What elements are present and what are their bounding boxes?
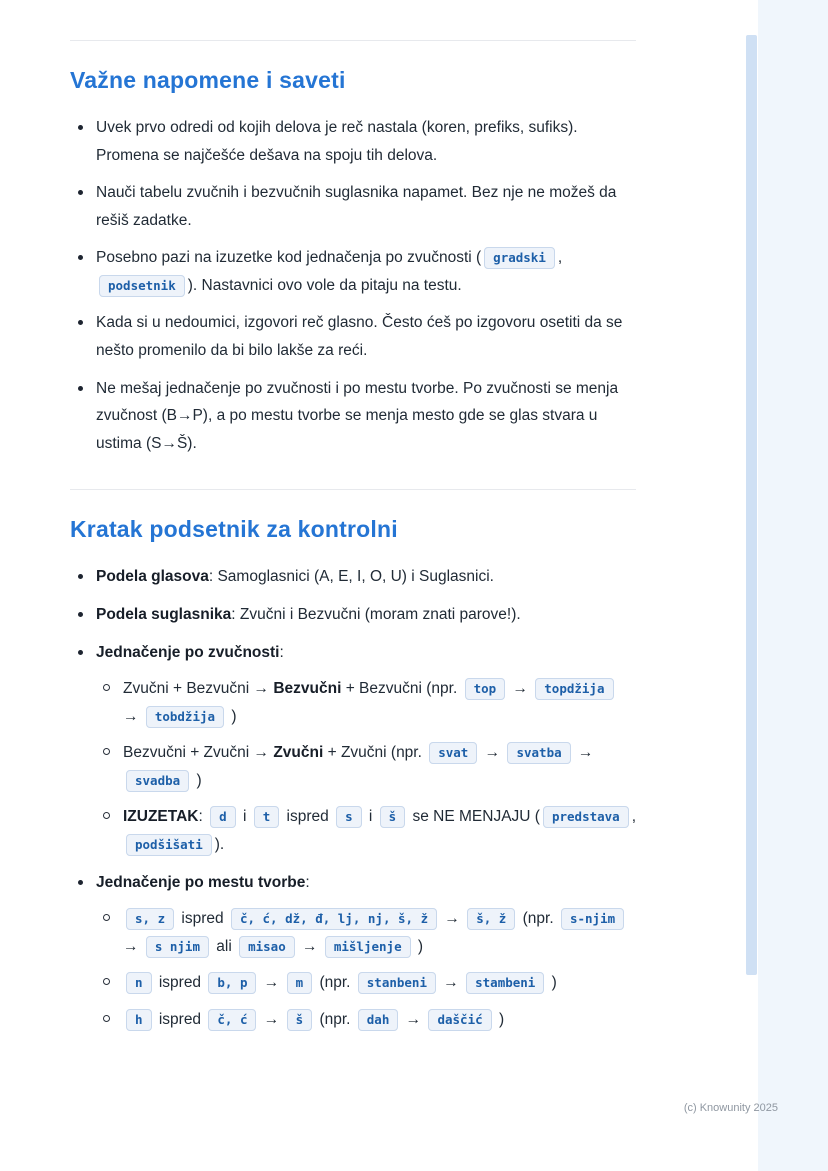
text-run: : — [305, 873, 310, 891]
inline-code-chip: s njim — [146, 936, 209, 958]
inline-code-chip: predstava — [543, 806, 629, 828]
text-run: → — [123, 707, 143, 725]
text-run: ) — [192, 771, 202, 789]
inline-code-chip: t — [254, 806, 280, 828]
text-run: ali — [211, 937, 237, 955]
section-kratak-podsetnik — [70, 516, 636, 1033]
text-run: , — [631, 808, 637, 826]
bold-text: Zvučni — [273, 744, 324, 762]
text-run: i — [364, 808, 377, 826]
footer-copyright: (c) Knowunity 2025 — [683, 1102, 778, 1114]
text-run: (npr. — [518, 910, 558, 928]
inline-code-chip: d — [210, 806, 236, 828]
sub-bullet-list — [96, 905, 636, 1033]
inline-code-chip: s — [336, 806, 362, 828]
inline-code-chip: š, ž — [467, 908, 515, 930]
text-run: ) — [547, 974, 557, 992]
text-run: + Zvučni (npr. — [323, 744, 427, 762]
inline-code-chip: dah — [358, 1009, 399, 1031]
inline-code-chip: gradski — [484, 247, 555, 269]
text-run: → — [439, 974, 464, 992]
section-title: Kratak podsetnik za kontrolni — [70, 516, 398, 543]
list-item — [70, 563, 636, 591]
inline-code-chip: š — [380, 806, 406, 828]
text-run: Kada si u nedoumici, izgovori reč glasno. Često ćeš po izgovoru osetiti da se nešto promenilo da bi bilo lakše za reći. — [96, 314, 623, 360]
list-item — [70, 114, 636, 169]
list-item — [70, 244, 636, 299]
text-run: i — [238, 808, 251, 826]
sub-bullet-list — [96, 675, 636, 858]
bullet-list — [70, 563, 636, 1033]
list-item — [70, 869, 636, 1034]
list-item — [70, 375, 636, 458]
text-run: → — [259, 1010, 284, 1028]
section-divider — [70, 489, 636, 490]
inline-code-chip: b, p — [208, 972, 256, 994]
text-run: Zvučni + Bezvučni → — [123, 680, 274, 698]
text-run: → — [297, 937, 322, 955]
inline-code-chip: misao — [239, 936, 295, 958]
section-vazne-napomene — [70, 67, 636, 457]
inline-code-chip: stanbeni — [358, 972, 436, 994]
text-run: ). — [214, 835, 225, 853]
sub-list-item — [96, 1006, 636, 1034]
list-item — [70, 309, 636, 364]
bold-text: Podela glasova — [96, 568, 209, 586]
text-run: se NE MENJAJU ( — [408, 808, 540, 826]
sub-list-item — [96, 969, 636, 997]
sub-list-item — [96, 675, 636, 730]
text-run: → — [401, 1010, 426, 1028]
text-run: (npr. — [315, 974, 355, 992]
section-divider — [70, 40, 636, 41]
text-run: Bezvučni + Zvučni → — [123, 744, 274, 762]
inline-code-chip: svatba — [507, 742, 570, 764]
inline-code-chip: podsetnik — [99, 275, 185, 297]
text-run: → — [508, 680, 533, 698]
inline-code-chip: podšišati — [126, 834, 212, 856]
inline-code-chip: č, ć — [208, 1009, 256, 1031]
text-run: : — [198, 808, 208, 826]
text-run: : Zvučni i Bezvučni (moram znati parove!). — [231, 605, 521, 623]
inline-code-chip: mišljenje — [325, 936, 411, 958]
text-run: Nauči tabelu zvučnih i bezvučnih suglasnika napamet. Bez nje ne možeš da rešiš zadatke. — [96, 184, 617, 229]
inline-code-chip: stambeni — [466, 972, 544, 994]
inline-code-chip: s, z — [126, 908, 174, 930]
text-run: ispred — [154, 974, 206, 992]
inline-code-chip: h — [126, 1009, 152, 1031]
text-run: : Samoglasnici (A, E, I, O, U) i Suglasnici. — [208, 568, 494, 586]
list-item — [70, 179, 636, 234]
text-run: Ne mešaj jednačenje po zvučnosti i po mestu tvorbe. Po zvučnosti se menja zvučnost (B→P), a po mestu tvorbe se menja mesto gde se glas stvara u ustima (S→Š). — [96, 379, 619, 452]
bold-text: Jednačenje po zvučnosti — [96, 643, 280, 661]
inline-code-chip: top — [465, 678, 506, 700]
inline-code-chip: n — [126, 972, 152, 994]
inline-code-chip: topdžija — [535, 678, 613, 700]
text-run: → — [123, 937, 143, 955]
text-run: ) — [494, 1010, 505, 1028]
next-page-edge — [758, 0, 828, 1171]
bold-text: Bezvučni — [273, 680, 342, 698]
text-run: → — [573, 744, 594, 762]
text-run: , — [557, 249, 563, 267]
text-run: → — [480, 744, 505, 762]
text-run: ispred — [154, 1010, 206, 1028]
document-page — [70, 0, 636, 1043]
sub-list-item — [96, 739, 636, 794]
text-run: → — [440, 910, 465, 928]
text-run: ) — [227, 707, 237, 725]
bullet-list — [70, 114, 636, 457]
inline-code-chip: š — [287, 1009, 313, 1031]
bold-text: Jednačenje po mestu tvorbe — [96, 873, 306, 891]
scrollbar-thumb[interactable] — [746, 35, 757, 975]
list-item — [70, 601, 636, 629]
inline-code-chip: tobdžija — [146, 706, 224, 728]
list-item — [70, 639, 636, 859]
text-run: ) — [413, 937, 424, 955]
text-run: ispred — [177, 910, 228, 928]
inline-code-chip: svat — [429, 742, 477, 764]
text-run: Posebno pazi na izuzetke kod jednačenja po zvučnosti ( — [96, 249, 482, 267]
inline-code-chip: svadba — [126, 770, 189, 792]
section-title: Važne napomene i saveti — [70, 67, 346, 93]
text-run: (npr. — [315, 1010, 355, 1028]
text-run: + Bezvučni (npr. — [341, 680, 462, 698]
text-run: ispred — [282, 808, 334, 826]
sub-list-item — [96, 803, 636, 858]
text-run: ). Nastavnici ovo vole da pitaju na testu. — [187, 276, 462, 294]
bold-text: IZUZETAK — [123, 808, 199, 826]
inline-code-chip: m — [287, 972, 313, 994]
inline-code-chip: č, ć, dž, đ, lj, nj, š, ž — [231, 908, 437, 930]
text-run: → — [259, 974, 284, 992]
inline-code-chip: s-njim — [561, 908, 624, 930]
text-run: Uvek prvo odredi od kojih delova je reč nastala (koren, prefiks, sufiks). Promena se najčešće dešava na spoju tih delova. — [96, 119, 578, 164]
inline-code-chip: daščić — [428, 1009, 491, 1031]
bold-text: Podela suglasnika — [96, 605, 232, 623]
text-run: : — [279, 643, 284, 661]
sub-list-item — [96, 905, 636, 960]
